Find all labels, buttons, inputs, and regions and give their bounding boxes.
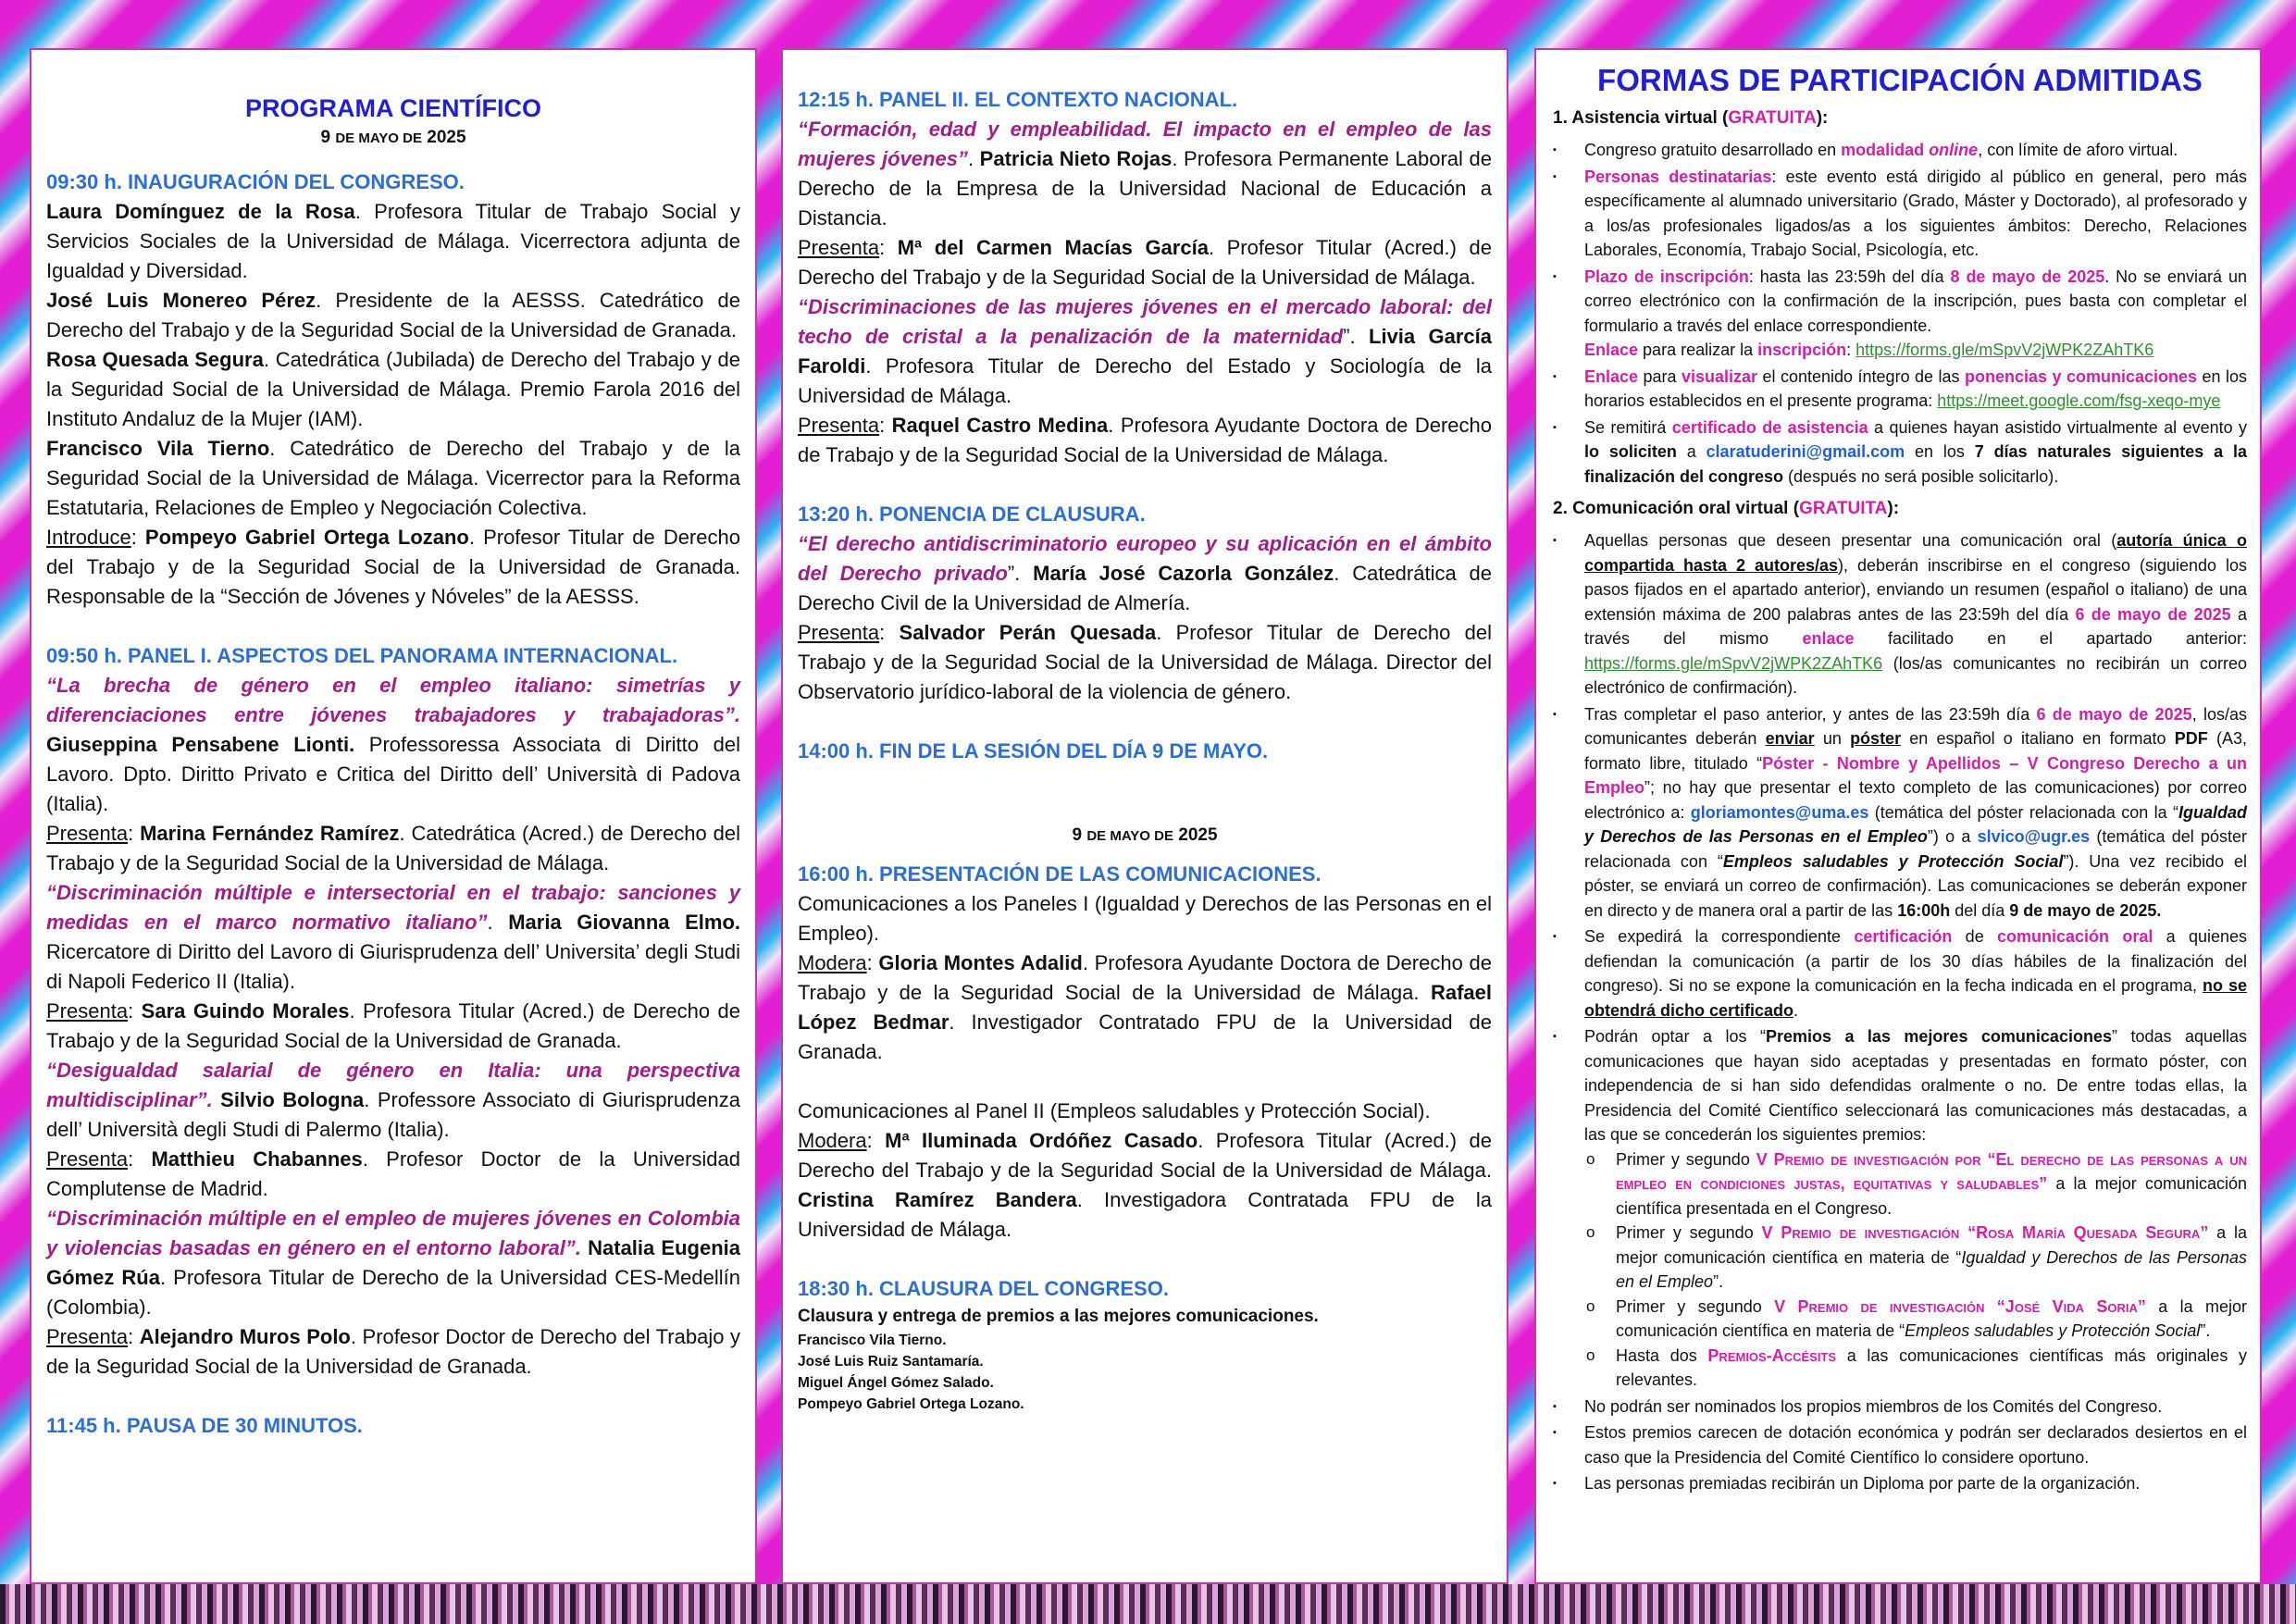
session-heading: 13:20 h. PONENCIA DE CLAUSURA. [798, 502, 1146, 526]
presenter-entry: Presenta: Salvador Perán Quesada. Profesor Titular de Derecho del Trabajo y de la Seguridad Social de la Universidad de Málaga. Director del Observatorio jurídico-laboral de la violencia de género. [798, 621, 1492, 703]
prize-item: o Primer y segundo V Premio de investigación “José Vida Soria” a la mejor comunicación científica en materia de “Empleos saludables y Protección Social”. [1584, 1295, 2247, 1344]
clausura-name: Miguel Ángel Gómez Salado. [798, 1375, 994, 1391]
list-item: ▪ Congreso gratuito desarrollado en modalidad online, con límite de aforo virtual. [1553, 138, 2247, 163]
section-heading-virtual: 1. Asistencia virtual (GRATUITA): [1553, 108, 1829, 128]
presenter-entry: Presenta: Matthieu Chabannes. Profesor Doctor de la Universidad Complutense de Madrid. [46, 1147, 741, 1200]
clausura-name: Francisco Vila Tierno. [798, 1333, 947, 1348]
list-item: ▪ Aquellas personas que deseen presentar una comunicación oral (autoría única o compartida hasta 2 autores/as), deberán inscribirse en el congreso (siguiendo los pasos fijados en el apartado anterior), enviando un resumen (español o italiano) de una extensión máxima de 200 palabras antes de las 23:59h del día 6 de mayo de 2025 a través del mismo enlace facilitado en el apartado anterior: https://forms.gle/mSpvV2jWPK2ZAhTK6 (los/as comunicantes no recibirán un correo electrónico de confirmación). [1553, 528, 2247, 700]
email-link[interactable]: gloriamontes@uma.es [1690, 802, 1869, 822]
clausura-names [798, 1330, 1492, 1415]
virtual-attendance-list [1553, 138, 2247, 489]
speaker-entry: Francisco Vila Tierno. Catedrático de Derecho del Trabajo y de la Seguridad Social de la Universidad de Málaga. Vicerrector para la Reforma Estatutaria, Relaciones de Empleo y Negociación Colectiva. [46, 437, 740, 519]
prize-item: o Primer y segundo V Premio de investigación por “El derecho de las personas a un empleo en condiciones justas, equitativas y saludables” a la mejor comunicación científica presentada en el Congreso. [1584, 1147, 2247, 1221]
oral-communication-list [1553, 528, 2247, 1496]
presenter-entry: Presenta: Mª del Carmen Macías García. Profesor Titular (Acred.) de Derecho del Trabajo y de la Seguridad Social de la Universidad de Málaga. [798, 236, 1492, 289]
program-body-left [46, 167, 740, 1441]
participation-title: FORMAS DE PARTICIPACIÓN ADMITIDAS [1597, 63, 2203, 97]
list-item: ▪ Personas destinatarias: este evento está dirigido al público en general, pero más específicamente al alumnado universitario (Grado, Máster y Doctorado), al profesorado y a los/as profesionales ligados/as a los siguientes ámbitos: Derecho, Relaciones Laborales, Economía, Trabajo Social, Psicología, etc. [1553, 165, 2247, 263]
presenter-entry: Presenta: Marina Fernández Ramírez. Catedrática (Acred.) de Derecho del Trabajo y de la Seguridad Social de la Universidad de Málaga. [46, 822, 740, 874]
abstract-link[interactable]: https://forms.gle/mSpvV2jWPK2ZAhTK6 [1584, 653, 1883, 673]
session-heading: 14:00 h. FIN DE LA SESIÓN DEL DÍA 9 DE MAYO. [798, 739, 1269, 762]
list-item: ▪ Se expedirá la correspondiente certificación de comunicación oral a quienes defiendan la comunicación (a partir de los 30 días hábiles de la finalización del congreso). Si no se expone la comunicación en la fecha indicada en el programa, no se obtendrá dicho certificado. [1553, 924, 2247, 1023]
program-title: PROGRAMA CIENTÍFICO [245, 94, 541, 122]
talk-entry: “La brecha de género en el empleo italiano: simetrías y diferenciaciones entre jóvenes trabajadores y trabajadoras”. Giuseppina Pensabene Lionti. Professoressa Associata di Diritto del Lavoro. Dpto. Diritto Privato e Critica del Diritto dell’ Università di Padova (Italia). [46, 674, 740, 815]
talk-entry: “Discriminación múltiple en el empleo de mujeres jóvenes en Colombia y violencias basadas en género en el entorno laboral”. Natalia Eugenia Gómez Rúa. Profesora Titular de Derecho de la Universidad CES-Medellín (Colombia). [46, 1207, 740, 1319]
list-item: ▪ Enlace para visualizar el contenido íntegro de las ponencias y comunicaciones en los horarios establecidos en el presente programa: https://meet.google.com/fsg-xeqo-mye [1553, 365, 2247, 414]
list-item: ▪ Plazo de inscripción: hasta las 23:59h del día 8 de mayo de 2025. No se enviará un correo electrónico con la confirmación de la inscripción, pues basta con completar el formulario a través del enlace correspondiente. Enlace para realizar la inscripción: https://forms.gle/mSpvV2jWPK2ZAhTK6 [1553, 265, 2247, 363]
list-item: ▪ Las personas premiadas recibirán un Diploma por parte de la organización. [1553, 1471, 2247, 1496]
moderator-entry: Modera: Gloria Montes Adalid. Profesora Ayudante Doctora de Derecho de Trabajo y de la Seguridad Social de la Universidad de Málaga. Rafael López Bedmar. Investigador Contratado FPU de la Universidad de Granada. [798, 951, 1492, 1063]
clausura-name: José Luis Ruiz Santamaría. [798, 1354, 984, 1370]
moderator-entry: Modera: Mª Iluminada Ordóñez Casado. Profesora Titular (Acred.) de Derecho del Trabajo y de la Seguridad Social de la Universidad de Málaga. Cristina Ramírez Bandera. Investigadora Contratada FPU de la Universidad de Málaga. [798, 1129, 1492, 1241]
list-item: ▪ Se remitirá certificado de asistencia a quienes hayan asistido virtualmente al evento y lo soliciten a claratuderini@gmail.com en los 7 días naturales siguientes a la finalización del congreso (después no será posible solicitarlo). [1553, 415, 2247, 490]
session-heading: 11:45 h. PAUSA DE 30 MINUTOS. [46, 1414, 363, 1437]
talk-entry: “Discriminación múltiple e intersectorial en el trabajo: sanciones y medidas en el marco normativo italiano”. Maria Giovanna Elmo. Ricercatore di Diritto del Lavoro di Giurisprudenza dell’ Universita’ degli Studi di Napoli Federico II (Italia). [46, 881, 740, 993]
afternoon-date: 9 DE MAYO DE 2025 [1072, 825, 1218, 845]
presenter-entry: Presenta: Raquel Castro Medina. Profesora Ayudante Doctora de Derecho de Trabajo y de la Seguridad Social de la Universidad de Málaga. [798, 414, 1492, 466]
email-link[interactable]: slvico@ugr.es [1977, 827, 2091, 846]
program-date: 9 DE MAYO DE 2025 [320, 128, 466, 147]
talk-entry: “Desigualdad salarial de género en Italia: una perspectiva multidisciplinar”. Silvio Bologna. Professore Associato di Giurisprudenza dell’ Università degli Studi di Palermo (Italia). [46, 1059, 740, 1141]
clausura-subtitle: Clausura y entrega de premios a las mejores comunicaciones. [798, 1307, 1319, 1326]
speaker-entry: Laura Domínguez de la Rosa. Profesora Titular de Trabajo Social y Servicios Sociales de la Universidad de Málaga. Vicerrectora adjunta de Igualdad y Diversidad. [46, 200, 740, 282]
program-panel-left [30, 48, 757, 1584]
speaker-entry: Introduce: Pompeyo Gabriel Ortega Lozano. Profesor Titular de Derecho del Trabajo y de la Seguridad Social de la Universidad de Granada. Responsable de la “Sección de Jóvenes y Nóveles” de la AESSS. [46, 526, 740, 608]
prizes-sublist [1584, 1147, 2247, 1393]
program-body-middle [798, 85, 1492, 1415]
talk-entry: “El derecho antidiscriminatorio europeo y su aplicación en el ámbito del Derecho privado”. María José Cazorla González. Catedrática de Derecho Civil de la Universidad de Almería. [798, 532, 1492, 614]
list-item: ▪ Tras completar el paso anterior, y antes de las 23:59h día 6 de mayo de 2025, los/as comunicantes deberán enviar un póster en español o italiano en formato PDF (A3, formato libre, titulado “Póster - Nombre y Apellidos – V Congreso Derecho a un Empleo”; no hay que presentar el texto completo de las comunicaciones) por correo electrónico a: gloriamontes@uma.es (temática del póster relacionada con la “Igualdad y Derechos de las Personas en el Empleo”) o a slvico@ugr.es (temática del póster relacionada con “Empleos saludables y Protección Social”). Una vez recibido el póster, se enviará un correo de confirmación). Las comunicaciones se deberán exponer en directo y de manera oral a partir de las 16:00h del día 9 de mayo de 2025. [1553, 702, 2247, 924]
decorative-bottom-strip [0, 1584, 2296, 1624]
session-heading: 09:30 h. INAUGURACIÓN DEL CONGRESO. [46, 170, 465, 193]
meet-link[interactable]: https://meet.google.com/fsg-xeqo-mye [1937, 391, 2221, 410]
presenter-entry: Presenta: Alejandro Muros Polo. Profesor Doctor de Derecho del Trabajo y de la Seguridad Social de la Universidad de Granada. [46, 1325, 740, 1378]
presenter-entry: Presenta: Sara Guindo Morales. Profesora Titular (Acred.) de Derecho de Trabajo y de la Seguridad Social de la Universidad de Granada. [46, 999, 740, 1052]
section-heading-oral: 2. Comunicación oral virtual (GRATUITA): [1553, 499, 1900, 518]
email-link[interactable]: claratuderini@gmail.com [1706, 442, 1905, 461]
clausura-name: Pompeyo Gabriel Ortega Lozano. [798, 1396, 1024, 1412]
session-heading: 18:30 h. CLAUSURA DEL CONGRESO. [798, 1277, 1169, 1300]
session-heading: 09:50 h. PANEL I. ASPECTOS DEL PANORAMA INTERNACIONAL. [46, 644, 678, 667]
prize-item: o Hasta dos Premios-Accésits a las comunicaciones científicas más originales y relevantes. [1584, 1344, 2247, 1393]
comms-intro: Comunicaciones a los Paneles I (Igualdad y Derechos de las Personas en el Empleo). [798, 892, 1492, 945]
session-heading: 12:15 h. PANEL II. EL CONTEXTO NACIONAL. [798, 88, 1238, 111]
session-heading: 16:00 h. PRESENTACIÓN DE LAS COMUNICACIONES. [798, 862, 1322, 886]
prize-item: o Primer y segundo V Premio de investigación “Rosa María Quesada Segura” a la mejor comunicación científica en materia de “Igualdad y Derechos de las Personas en el Empleo”. [1584, 1221, 2247, 1295]
participation-panel [1534, 48, 2262, 1584]
speaker-entry: Rosa Quesada Segura. Catedrática (Jubilada) de Derecho del Trabajo y de la Seguridad Social de la Universidad de Málaga. Premio Farola 2016 del Instituto Andaluz de la Mujer (IAM). [46, 348, 740, 430]
comms-intro: Comunicaciones al Panel II (Empleos saludables y Protección Social). [798, 1099, 1431, 1122]
list-item: ▪ Podrán optar a los “Premios a las mejores comunicaciones” todas aquellas comunicaciones que hayan sido aceptadas y presentadas en formato póster, con independencia de si han sido defendidas oralmente o no. De entre todas ellas, la Presidencia del Comité Científico seleccionará las comunicaciones más destacadas, a las que se concederán los siguientes premios: o Primer y segundo V Premio de investigación por “El derecho de las personas a un empleo en condiciones justas, equitativas y saludables” a la mejor comunicación científica presentada en el Congreso. o Primer y segundo V Premio de investigación “Rosa María Quesada Segura” a la mejor comunicación científica en materia de “Igualdad y Derechos de las Personas en el Empleo”. o Primer y segundo V Premio de investigación “José Vida Soria” a la mejor comunicación científica en materia de “Empleos saludables y Protección Social”. o Hasta dos Premios-Accésits a las comunicaciones científicas más originales y relevantes. [1553, 1024, 2247, 1393]
speaker-entry: José Luis Monereo Pérez. Presidente de la AESSS. Catedrático de Derecho del Trabajo y de la Seguridad Social de la Universidad de Granada. [46, 289, 740, 341]
list-item: ▪ Estos premios carecen de dotación económica y podrán ser declarados desiertos en el caso que la Presidencia del Comité Científico lo considere oportuno. [1553, 1420, 2247, 1469]
talk-entry: “Discriminaciones de las mujeres jóvenes en el mercado laboral: del techo de cristal a la penalización de la maternidad”. Livia García Faroldi. Profesora Titular de Derecho del Estado y Sociología de la Universidad de Málaga. [798, 295, 1492, 407]
inscription-link[interactable]: https://forms.gle/mSpvV2jWPK2ZAhTK6 [1855, 341, 2154, 359]
list-item: ▪ No podrán ser nominados los propios miembros de los Comités del Congreso. [1553, 1395, 2247, 1419]
program-panel-middle [781, 48, 1508, 1584]
talk-entry: “Formación, edad y empleabilidad. El impacto en el empleo de las mujeres jóvenes”. Patricia Nieto Rojas. Profesora Permanente Laboral de Derecho de la Empresa de la Universidad Nacional de Educación a Distancia. [798, 118, 1492, 229]
